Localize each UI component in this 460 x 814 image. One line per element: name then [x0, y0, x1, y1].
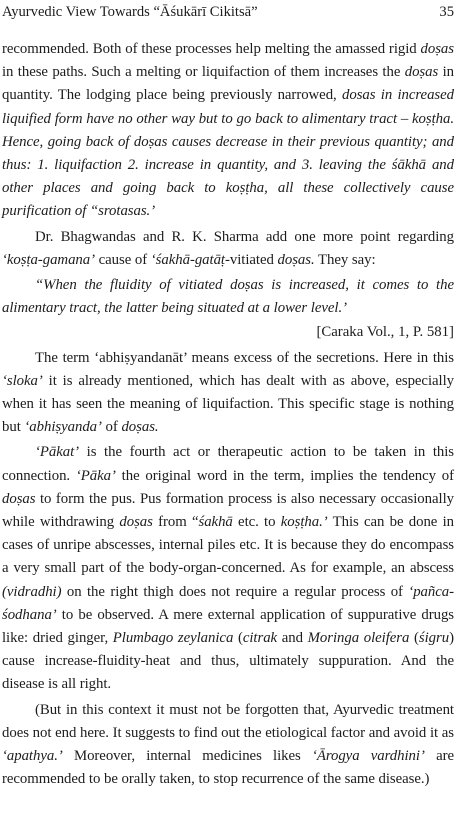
text-run: of	[101, 419, 122, 436]
page-number: 35	[439, 4, 454, 20]
quote-text: “When the fluidity of vitiated doṣas is increased, it comes to the alimentary tract, the latter being situated at a lower level.’	[2, 277, 454, 317]
paragraph-5	[0, 699, 456, 792]
italic-term: doṣas	[404, 64, 439, 81]
italic-term: ‘apathya.’	[2, 748, 63, 765]
text-run: in these paths. Such a melting or liquifaction of them increases the	[2, 64, 405, 81]
text-run: The term ‘abhiṣyandanāt’ means excess of the secretions. Here in this	[35, 349, 454, 366]
italic-term: ‘Ārogya vardhini’	[311, 748, 425, 765]
italic-term: ‘pañca-śodhana’	[2, 583, 454, 623]
paragraph-1	[0, 38, 456, 224]
italic-term: koṣṭha.’	[280, 514, 328, 531]
italic-term: doṣas	[420, 41, 454, 57]
text-run: They say:	[314, 251, 376, 268]
text-run: cause of	[95, 251, 151, 268]
italic-term: doṣas	[119, 514, 153, 531]
paragraph-3	[0, 347, 456, 440]
italic-term: doṣas	[2, 490, 36, 507]
italic-term: doṣas.	[121, 419, 159, 436]
italic-term: Moringa oleifera	[307, 630, 410, 647]
text-run: ) cause increase-fluidity-heat and thus, ultimately suppuration. And the disease is all right.	[2, 630, 454, 693]
italic-term: śakhā	[198, 514, 233, 531]
text-run: to form the pus. Pus formation process is also necessary occasionally while withdrawing	[2, 490, 454, 531]
paragraph-2	[0, 226, 456, 272]
text-run: the original word in the term, implies the tendency of	[115, 467, 454, 484]
text-run: it is already mentioned, which has dealt with as above, especially when it has seen the meaning of liquifaction. This specific stage is nothing but	[2, 372, 454, 436]
text-run: are recommended to be orally taken, to stop recurrence of the same disease.)	[2, 748, 455, 788]
text-run: to be observed. A mere external application of suppurative drugs like: dried ginger,	[2, 606, 454, 647]
text-run: in quantity. The lodging place being previously narrowed,	[2, 64, 454, 104]
text-run: (But in this context it must not be forgotten that, Ayurvedic treatment does not end here. It suggests to find out the etiological factor and avoid it as	[2, 701, 454, 741]
italic-passage: dosas in increased liquified form have no other way but to go back to alimentary tract – koṣṭha. Hence, going back of doṣas causes decrease in their previous quantity; and thus: 1. liquifaction 2. increase in quantity, and 3. leaving the śākhā and other places and going back to koṣṭha, all these collectively cause purification of “srotasas.’	[2, 87, 454, 220]
italic-term: ‘Pākat’	[35, 444, 80, 461]
text-run: recommended. Both of these processes help melting the amassed rigid	[2, 41, 421, 57]
italic-term: ‘śakhā-gatāṭ	[150, 251, 225, 268]
running-header	[2, 2, 454, 22]
text-run: etc. to	[232, 514, 281, 531]
text-run: Dr. Bhagwandas and R. K. Sharma add one more point regarding	[35, 228, 454, 245]
paragraph-4	[0, 441, 456, 696]
text-run: (	[233, 630, 243, 647]
citation: [Caraka Vol., 1, P. 581]	[316, 324, 454, 341]
text-run: and	[277, 630, 308, 647]
text-run: Moreover, internal medicines likes	[62, 748, 312, 765]
block-quote	[0, 274, 456, 320]
italic-term: Plumbago zeylanica	[112, 630, 234, 647]
text-run: (	[409, 630, 419, 647]
italic-term: ‘sloka’	[2, 372, 43, 389]
italic-term: (vidradhi)	[2, 583, 62, 600]
italic-term: ‘koṣṭa-gamana’	[2, 251, 95, 268]
text-run: This can be done in cases of unripe abscesses, internal piles etc. It is because they do encompass a very small part of the body-organ-concerned. As for example, an abscess	[2, 514, 455, 577]
italic-term: doṣas.	[277, 251, 315, 268]
italic-term: ‘abhiṣyanda’	[24, 419, 102, 436]
text-run: is the fourth act or therapeutic action to be taken in this connection.	[2, 444, 454, 484]
text-run: from “	[152, 514, 199, 531]
text-run: -vitiated	[225, 251, 278, 268]
italic-term: citrak	[242, 630, 278, 647]
italic-term: ‘Pāka’	[75, 467, 116, 484]
text-run: on the right thigh does not require a regular process of	[61, 583, 409, 600]
italic-term: śigru	[418, 630, 450, 647]
header-title: Ayurvedic View Towards “Āśukārī Cikitsā”	[2, 4, 258, 20]
page-body	[0, 38, 456, 792]
